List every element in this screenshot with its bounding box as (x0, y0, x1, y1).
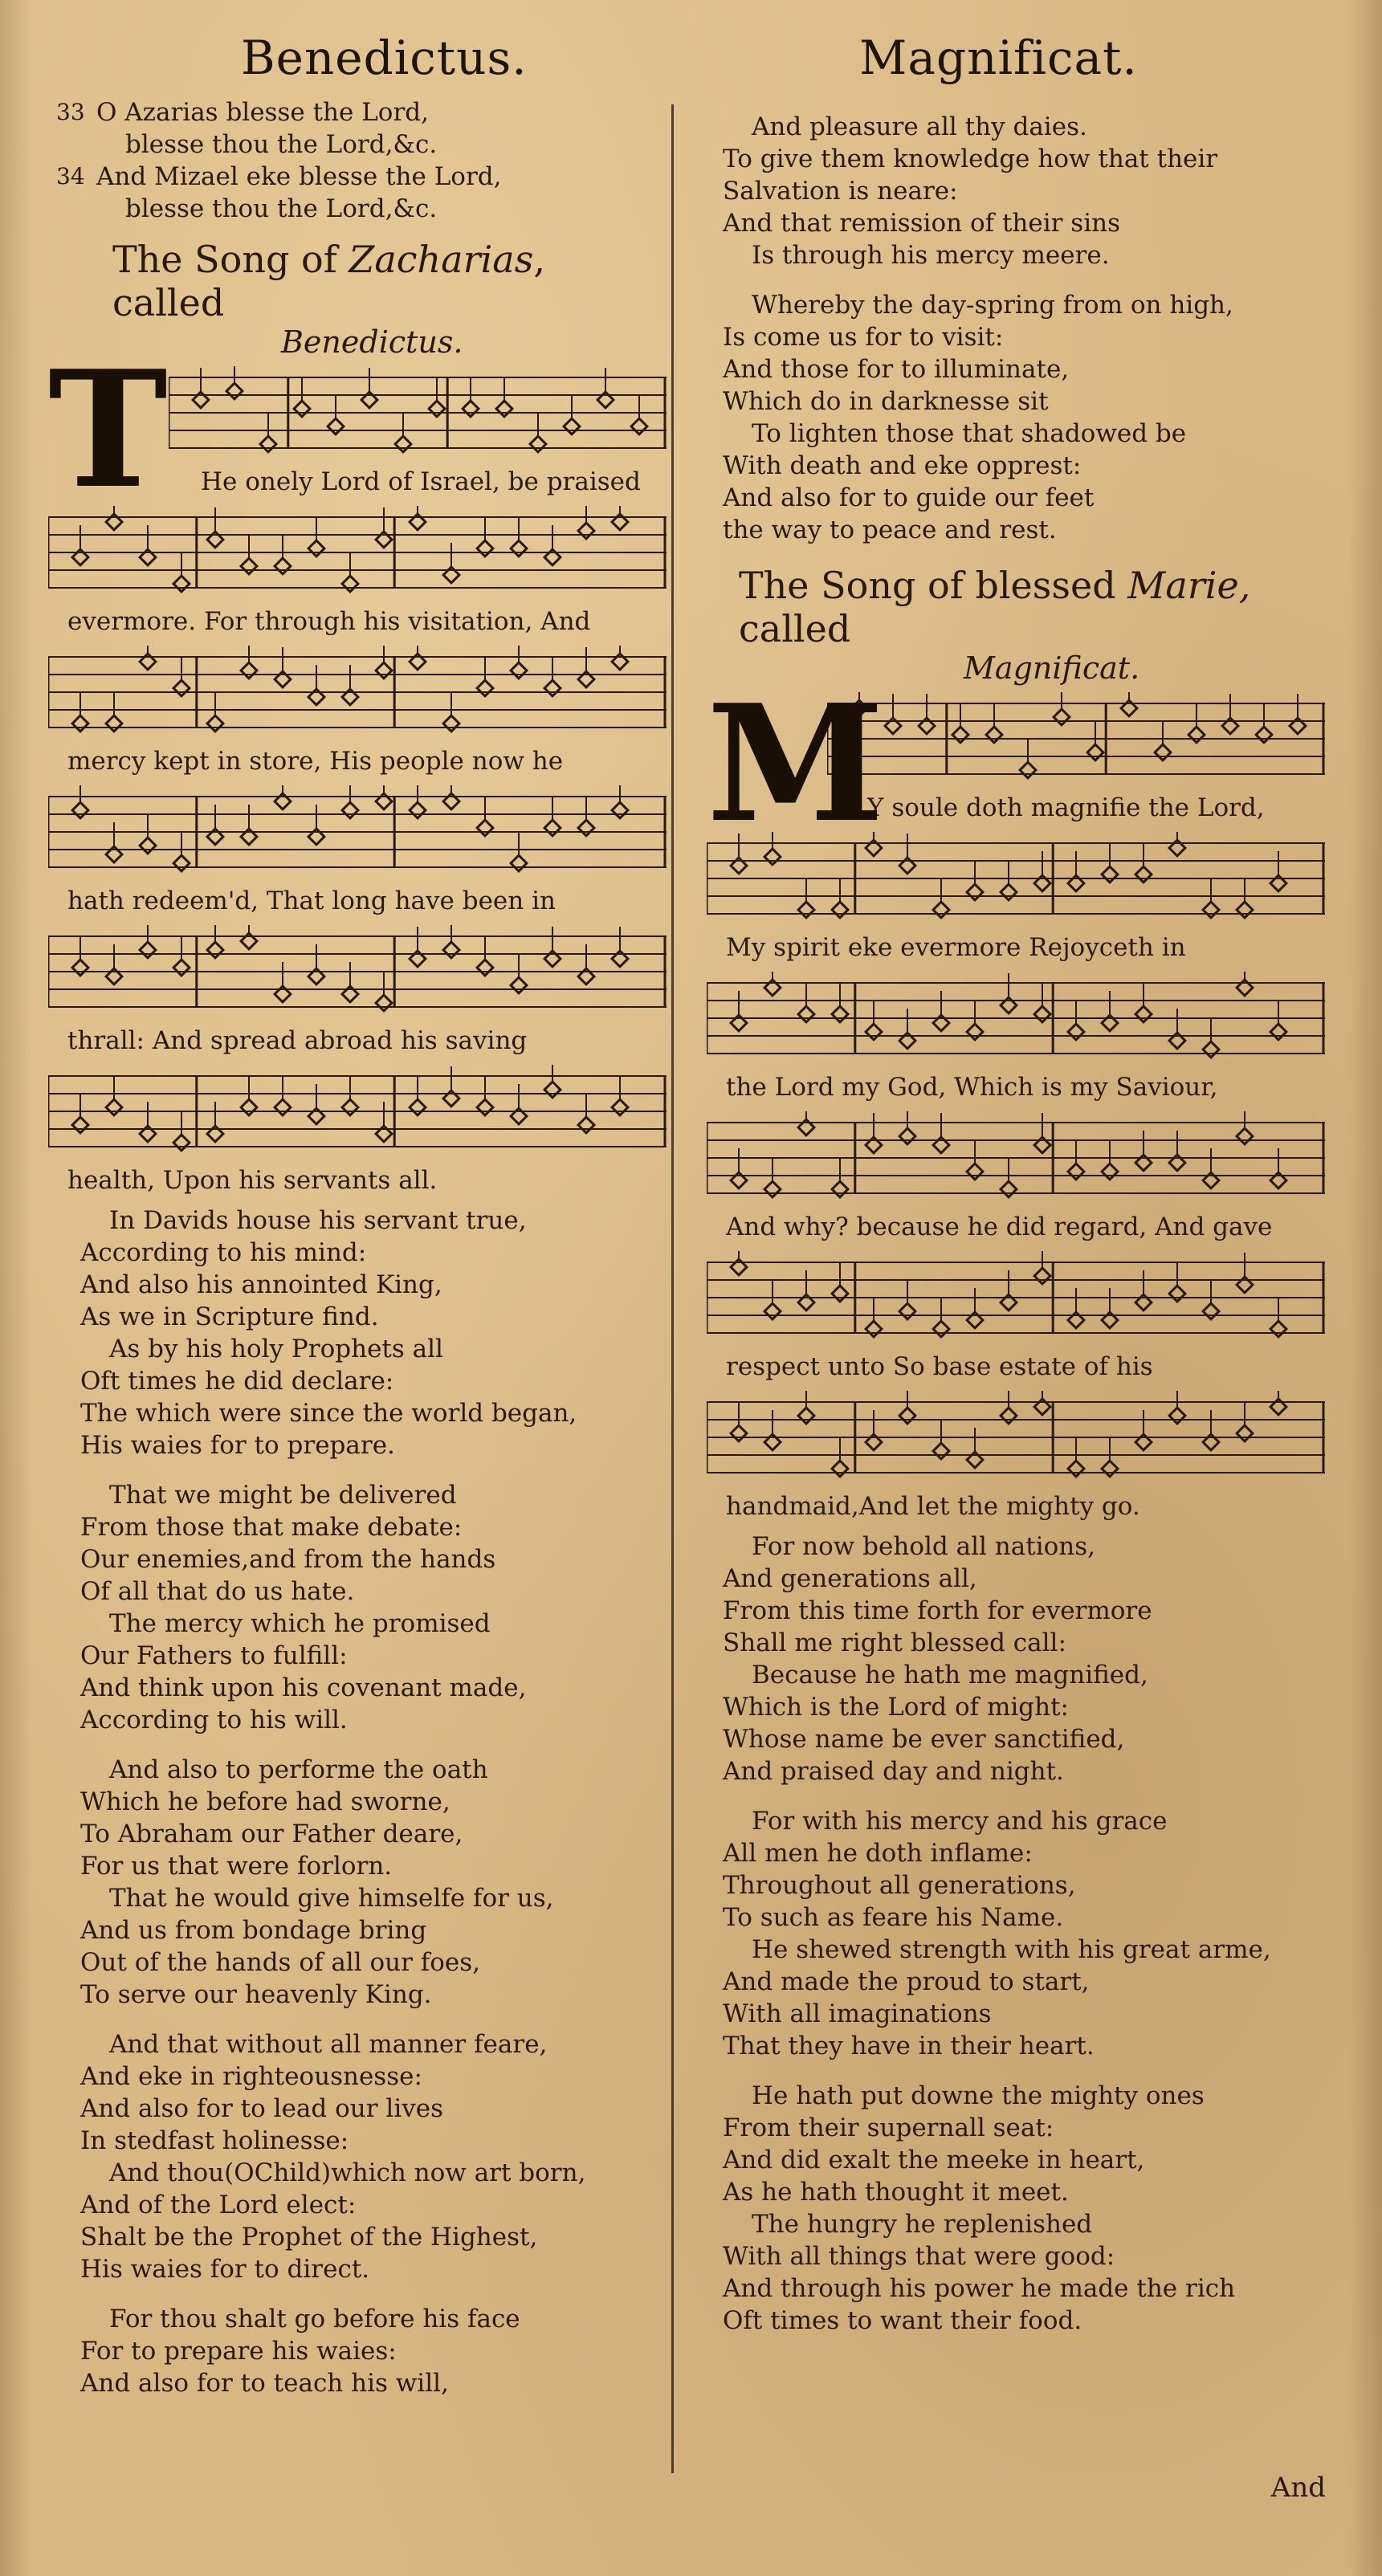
note-head (511, 540, 527, 556)
note-head (477, 820, 493, 836)
note-head (1237, 1128, 1253, 1144)
left-column (48, 96, 667, 2399)
note-head (275, 1099, 291, 1115)
note-head (933, 902, 949, 918)
stanza-line: For now behold all nations, (752, 1532, 1095, 1561)
stanza-line: And those for to illuminate, (723, 355, 1070, 384)
music-lyric: He onely Lord of Israel, be praised (201, 467, 641, 496)
note-head (1169, 1286, 1185, 1302)
note-head (477, 680, 493, 696)
note-head (967, 1024, 983, 1040)
note-head (544, 680, 561, 696)
stanza (80, 1204, 667, 1461)
left-stanzas (80, 1204, 667, 2399)
note-head (443, 942, 459, 958)
music-lyric: evermore. For through his visitation, And (67, 607, 591, 636)
note-head (578, 1117, 594, 1133)
note-head (241, 662, 257, 679)
note-head (1155, 744, 1171, 760)
stanza-line: That they have in their heart. (723, 2032, 1095, 2060)
note-head (1203, 1303, 1219, 1319)
stanza-line: Shall me right blessed call: (723, 1628, 1066, 1657)
note-head (866, 1024, 882, 1040)
song-subtitle: Benedictus. (281, 324, 463, 360)
stanza-line: From their supernall seat: (723, 2113, 1054, 2142)
stanza-line: Which do in darknesse sit (723, 387, 1049, 416)
note-head (207, 715, 223, 732)
stanza (80, 2028, 667, 2285)
note-head (511, 977, 527, 993)
note-head (798, 1408, 814, 1424)
stanza-line: Because he hath me magnified, (752, 1661, 1148, 1689)
note-head (1135, 1006, 1152, 1022)
note-head (832, 902, 848, 918)
stanza-line: He hath put downe the mighty ones (752, 2081, 1205, 2110)
note-head (342, 802, 358, 818)
music-lyric: Y soule doth magnifie the Lord, (867, 793, 1265, 822)
right-stanzas (723, 1531, 1325, 2337)
note-head (173, 680, 190, 696)
stanza-line: Throughout all generations, (723, 1871, 1076, 1900)
stanza-line: As we in Scripture find. (80, 1302, 379, 1331)
note-head (1001, 1181, 1017, 1197)
note-head (477, 540, 493, 556)
music-staff (707, 1111, 1325, 1208)
music-staff (707, 972, 1325, 1068)
music-lyric: hath redeem'd, That long have been in (67, 887, 556, 915)
music-staff (707, 1391, 1325, 1487)
stanza-line: According to his will. (80, 1706, 348, 1734)
stanza (723, 1531, 1325, 1787)
stanza-line: And made the proud to start, (723, 1967, 1090, 1996)
note-head (140, 942, 156, 958)
note-head (631, 418, 647, 434)
note-head (496, 401, 512, 417)
stanza-line: His waies for to direct. (80, 2255, 370, 2284)
stanza-line: Is come us for to visit: (723, 323, 1004, 352)
note-head (1001, 1408, 1017, 1424)
note-head (986, 727, 1002, 743)
stanza-line: And that without all manner feare, (109, 2030, 548, 2059)
stanza-line: And us from bondage bring (80, 1916, 427, 1945)
stanza-line: According to his mind: (80, 1238, 367, 1267)
stanza-line: And also his annointed King, (80, 1270, 442, 1299)
stanza-line: To such as feare his Name. (723, 1903, 1064, 1932)
stanza (80, 1754, 667, 2011)
stanza-line: He shewed strength with his great arme, (752, 1935, 1271, 1964)
drop-cap: M (707, 670, 885, 858)
note-head (832, 1181, 848, 1197)
song-title-name: Marie, (1127, 564, 1251, 607)
song-subtitle: Magnificat. (964, 650, 1140, 686)
stanza-line: In Davids house his servant true, (109, 1206, 527, 1235)
stanza-line: From this time forth for evermore (723, 1596, 1152, 1625)
stanza-line: To lighten those that shadowed be (752, 419, 1187, 448)
stanza-line: Is through his mercy meere. (752, 241, 1110, 270)
music-staff (169, 366, 667, 463)
note-head (241, 558, 257, 574)
music-staff (827, 692, 1325, 789)
note-head (477, 1099, 493, 1115)
verse-text: O Azarias blesse the Lord, (96, 98, 429, 127)
note-head (173, 576, 190, 592)
note-head (832, 1286, 848, 1302)
stanza-line: With death and eke opprest: (723, 451, 1082, 480)
note-head (260, 436, 276, 452)
note-head (72, 960, 88, 976)
verse-line: blesse thou the Lord,&c. (125, 130, 438, 159)
song-title-text: The Song of blessed (739, 564, 1116, 607)
drop-cap: T (48, 336, 168, 524)
music-lyric: My spirit eke evermore Rejoyceth in (726, 933, 1186, 962)
stanza-line: And also for to guide our feet (723, 483, 1095, 512)
note-head (1203, 1041, 1219, 1058)
stanza-line: To Abraham our Father deare, (80, 1820, 463, 1848)
note-head (952, 727, 968, 743)
running-head-right: Magnificat. (859, 31, 1138, 85)
note-head (612, 1099, 628, 1115)
stanza-line: Whose name be ever sanctified, (723, 1725, 1125, 1754)
note-head (1256, 727, 1272, 743)
note-head (1068, 1164, 1084, 1180)
note-head (328, 418, 344, 434)
note-head (395, 436, 411, 452)
music-staff (707, 1251, 1325, 1347)
stanza-line: For us that were forlorn. (80, 1852, 393, 1881)
note-head (106, 715, 122, 732)
note-head (173, 1135, 190, 1151)
note-head (477, 960, 493, 976)
stanza-line: And also for to teach his will, (80, 2369, 449, 2398)
stanza-line: And pleasure all thy daies. (752, 112, 1087, 141)
music-staff (48, 785, 667, 882)
note-head (1237, 1425, 1253, 1441)
stanza (723, 1805, 1325, 2062)
note-head (308, 540, 324, 556)
note-head (544, 820, 561, 836)
note-head (731, 1425, 747, 1441)
stanza-line: the way to peace and rest. (723, 516, 1057, 544)
song-title (739, 564, 1325, 650)
song-title (112, 238, 667, 324)
top-verses (56, 96, 667, 225)
right-column (707, 103, 1325, 2337)
stanza-line: For with his mercy and his grace (752, 1807, 1168, 1836)
stanza-line: Which is the Lord of might: (723, 1693, 1070, 1722)
music-block (707, 670, 1325, 1522)
music-lyric: mercy kept in store, His people now he (67, 747, 564, 776)
stanza-line: And also to performe the oath (109, 1755, 488, 1784)
note-head (173, 855, 190, 871)
note-head (443, 715, 459, 732)
note-head (764, 1181, 781, 1197)
note-head (578, 523, 594, 539)
stanza-line: And generations all, (723, 1564, 977, 1593)
song-title-rest: , called (112, 238, 545, 324)
note-head (1068, 1024, 1084, 1040)
note-head (1054, 709, 1070, 725)
note-head (294, 401, 310, 417)
note-head (1169, 1408, 1185, 1424)
note-head (207, 942, 223, 958)
stanza-line: Oft times he did declare: (80, 1367, 394, 1396)
music-lyric: health, Upon his servants all. (67, 1166, 438, 1195)
stanza-line: From those that make debate: (80, 1513, 463, 1542)
note-head (72, 1117, 88, 1133)
stanza-line: To serve our heavenly King. (80, 1980, 432, 2009)
stanza-line: Oft times to want their food. (723, 2306, 1082, 2335)
note-head (376, 662, 392, 679)
music-lyric: respect unto So base estate of his (726, 1352, 1153, 1381)
note-head (1270, 1024, 1286, 1040)
running-head-left: Benedictus. (241, 31, 528, 85)
stanza-line: And praised day and night. (723, 1757, 1064, 1786)
stanza-line: Shalt be the Prophet of the Highest, (80, 2223, 538, 2252)
stanza-line: And did exalt the meeke in heart, (723, 2146, 1145, 2175)
stanza-line: For thou shalt go before his face (109, 2305, 520, 2333)
note-head (1188, 727, 1205, 743)
note-head (612, 802, 628, 818)
stanza (80, 2303, 667, 2399)
stanza-line: Salvation is neare: (723, 177, 958, 206)
right-top-stanzas (723, 111, 1325, 546)
stanza-line: All men he doth inflame: (723, 1839, 1033, 1868)
music-lyric: thrall: And spread abroad his saving (67, 1026, 528, 1055)
stanza-line: Of all that do us hate. (80, 1577, 355, 1606)
stanza-line: For to prepare his waies: (80, 2337, 397, 2366)
song-title-text: The Song of (112, 238, 337, 281)
note-head (899, 1128, 915, 1144)
stanza-line: Whereby the day-spring from on high, (752, 291, 1233, 320)
stanza-line: The which were since the world began, (80, 1399, 577, 1428)
note-head (275, 558, 291, 574)
note-head (544, 1082, 561, 1098)
stanza (723, 111, 1325, 271)
music-lyric: the Lord my God, Which is my Saviour, (726, 1073, 1218, 1102)
song-title-name: Zacharias (349, 238, 534, 281)
note-head (933, 1321, 949, 1337)
stanza-line: With all imaginations (723, 1999, 992, 2028)
note-head (72, 802, 88, 818)
verse-text: And Mizael eke blesse the Lord, (96, 162, 502, 191)
stanza-line: As by his holy Prophets all (109, 1335, 443, 1363)
note-head (530, 436, 546, 452)
note-head (1034, 1006, 1050, 1022)
verse-line: blesse thou the Lord,&c. (125, 194, 438, 223)
stanza-line: And eke in righteousnesse: (80, 2062, 422, 2091)
note-head (72, 715, 88, 732)
note-head (106, 1099, 122, 1115)
note-head (1001, 884, 1017, 900)
note-head (1034, 1268, 1050, 1284)
note-head (866, 1321, 882, 1337)
note-head (410, 1099, 426, 1115)
note-head (1102, 1164, 1118, 1180)
stanza-line: And through his power he made the rich (723, 2274, 1236, 2303)
note-head (1087, 744, 1103, 760)
note-head (578, 820, 594, 836)
stanza-line: Which he before had sworne, (80, 1787, 450, 1816)
stanza-line: Our Fathers to fulfill: (80, 1641, 348, 1670)
note-head (511, 855, 527, 871)
note-head (832, 1006, 848, 1022)
music-lyric: handmaid,And let the mighty go. (726, 1492, 1140, 1521)
stanza (80, 1479, 667, 1736)
note-head (410, 802, 426, 818)
note-head (1102, 866, 1118, 882)
note-head (933, 1443, 949, 1459)
stanza-line: And also for to lead our lives (80, 2094, 443, 2123)
column-rule (671, 104, 674, 2473)
note-head (798, 902, 814, 918)
note-head (1068, 1461, 1084, 1477)
stanza-line: In stedfast holinesse: (80, 2126, 349, 2155)
verse-number: 34 (56, 163, 85, 190)
catchword: And (1270, 2472, 1326, 2504)
note-head (798, 1006, 814, 1022)
note-head (1270, 1321, 1286, 1337)
note-head (140, 838, 156, 854)
note-head (376, 995, 392, 1011)
music-staff (48, 646, 667, 742)
music-staff (48, 1065, 667, 1161)
verse-line (56, 96, 667, 128)
note-head (1020, 762, 1036, 778)
stanza-line: His waies for to prepare. (80, 1431, 395, 1460)
stanza-line: With all things that were good: (723, 2242, 1115, 2271)
verse-line (56, 161, 667, 193)
note-head (967, 884, 983, 900)
stanza-line: The hungry he replenished (752, 2210, 1093, 2239)
note-head (764, 1303, 781, 1319)
note-head (1102, 1461, 1118, 1477)
note-head (899, 1408, 915, 1424)
note-head (564, 418, 580, 434)
note-head (899, 1303, 915, 1319)
stanza-line: And think upon his covenant made, (80, 1673, 527, 1702)
stanza-line: That we might be delivered (109, 1481, 457, 1510)
note-head (1203, 902, 1219, 918)
stanza-line: As he hath thought it meet. (723, 2178, 1069, 2207)
note-head (463, 401, 479, 417)
note-head (342, 1099, 358, 1115)
note-head (241, 1099, 257, 1115)
stanza (723, 2080, 1325, 2337)
stanza-line: And of the Lord elect: (80, 2191, 357, 2219)
stanza-line: Out of the hands of all our foes, (80, 1948, 481, 1977)
note-head (832, 1461, 848, 1477)
note-head (1135, 866, 1152, 882)
stanza-line: And thou(OChild)which now art born, (109, 2158, 586, 2187)
stanza-line: The mercy which he promised (109, 1609, 491, 1638)
stanza (723, 289, 1325, 546)
verse-number: 33 (56, 99, 85, 125)
note-head (1237, 902, 1253, 918)
note-head (342, 576, 358, 592)
note-head (173, 960, 190, 976)
note-head (226, 383, 243, 399)
stanza-line: To give them knowledge how that their (723, 145, 1218, 173)
note-head (511, 662, 527, 679)
song-title-rest: called (739, 607, 851, 650)
stanza-line: Our enemies,and from the hands (80, 1545, 496, 1574)
music-staff (48, 925, 667, 1021)
stanza-line: And that remission of their sins (723, 209, 1121, 238)
music-lyric: And why? because he did regard, And gave (726, 1213, 1273, 1241)
stanza-line: That he would give himselfe for us, (109, 1884, 554, 1913)
note-head (429, 401, 445, 417)
note-head (967, 1164, 983, 1180)
